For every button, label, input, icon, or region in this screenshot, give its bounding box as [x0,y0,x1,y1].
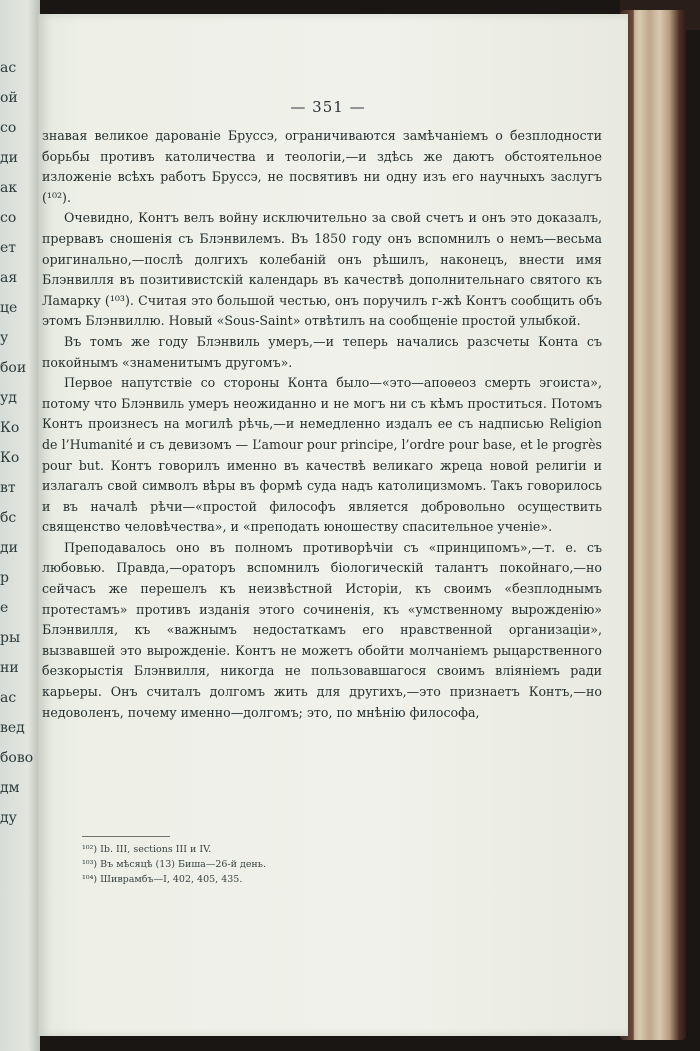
footnote-102: ¹⁰²) Ib. III, sections III и IV. [82,844,212,855]
page-number: — 351 — [290,98,366,116]
left-page-fragment: це [0,300,18,316]
left-page-fragment: ой [0,90,18,106]
left-page-fragment: бово [0,750,34,766]
left-page-fragment: ры [0,630,21,646]
left-page-fragment: уд [0,390,17,406]
left-page-fragment: ни [0,660,19,676]
left-page-fragment: бои [0,360,27,376]
footnote-104: ¹⁰⁴) Шиврамбъ—I, 402, 405, 435. [82,874,243,885]
paragraph-1: знавая великое дарованіе Бруссэ, ограничиваются замѣчаніемъ о безплодности борьбы противъ католичества и теологіи,—и здѣсь же даютъ обстоятельное изложеніе всѣхъ работъ Бруссэ, не посвятивъ ни одну изъ его научныхъ заслугъ (¹⁰²). [42,128,602,205]
book-page-edges [620,10,686,1040]
footnote-divider [82,836,170,837]
left-page-fragment: вед [0,720,25,736]
left-page-fragment: ас [0,60,17,76]
paragraph-4: Первое напутствіе со стороны Конта было—«это—апоѳеоз смерть эгоиста», потому что Блэнвиль умеръ неожиданно и не могъ ни съ кѣмъ проститься. Потомъ Контъ произнесъ на могилѣ рѣчь,—и немедленно издалъ ее съ надписью Religion de l’Humanité и съ девизомъ — L’amour pour principe, l’ordre pour base, et le progrès pour but. Контъ говорилъ именно въ качествѣ великаго жреца новой религіи и излагалъ свой символъ вѣры въ формѣ суда надъ католицизмомъ. Такъ говорилось и въ началѣ рѣчи—«простой философъ является добровольно осуществить священство человѣчества», и «преподать юношеству спасительное ученіе». [42,375,602,535]
book-page [38,14,628,1036]
left-page-fragment: ди [0,150,18,166]
left-page-fragment: ди [0,540,18,556]
left-page-fragment: у [0,330,9,346]
left-page-fragment: ет [0,240,17,256]
left-page-fragment: е [0,600,9,616]
left-page-fragment: ая [0,270,18,286]
left-page-fragment: ас [0,690,17,706]
left-page-fragment: ду [0,810,17,826]
left-page-fragment: бс [0,510,17,526]
footnotes [82,842,382,887]
paragraph-3: Въ томъ же году Блэнвиль умеръ,—и теперь начались разсчеты Конта съ покойнымъ «знаменитымъ другомъ». [42,333,602,370]
footnote-103: ¹⁰³) Въ мѣсяцѣ (13) Биша—26-й день. [82,859,266,870]
left-page-fragment: вт [0,480,16,496]
left-page-fragment: р [0,570,9,586]
left-page-fragment: со [0,210,17,226]
body-text [42,126,602,723]
paragraph-5: Преподавалось оно въ полномъ противорѣчіи съ «принципомъ»,—т. е. съ любовью. Правда,—ораторъ вспомнилъ біологическій талантъ покойнаго,—но сейчасъ же перешелъ къ неизвѣстной Исторіи, къ своимъ «безплоднымъ протестамъ» противъ изданія этого сочиненія, къ «умственному вырожденію» Блэнвилля, къ «важнымъ недостаткамъ его нравственной организаціи», вызвавшей это вырожденіе. Контъ не можетъ обойти молчаніемъ рыцарственного безкорыстія Блэнвилля, никогда не пользовавшагося своимъ вліяніемъ ради карьеры. Онъ считалъ долгомъ жить для другихъ,—это признаетъ Контъ,—но недоволенъ, почему именно—долгомъ; это, по мнѣнію философа, [42,539,602,720]
paragraph-2: Очевидно, Контъ велъ войну исключительно за свой счетъ и онъ это доказалъ, прервавъ сношенія съ Блэнвилемъ. Въ 1850 году онъ вспомнилъ о немъ—весьма оригинально,—послѣ долгихъ колебаній онъ рѣшилъ, наконецъ, внести имя Блэнвилля въ позитивистскій календарь въ качествѣ дополнительнаго святого къ Ламарку (¹⁰³). Считая это большой честью, онъ поручилъ г-жѣ Контъ сообщить объ этомъ Блэнвиллю. Новый «Sous-Saint» отвѣтилъ на сообщеніе простой улыбкой. [42,210,602,329]
left-page-fragment: дм [0,780,20,796]
left-page-fragment: ак [0,180,18,196]
left-page-fragment: со [0,120,17,136]
left-page-fragment: Ко [0,420,20,436]
left-facing-page [0,0,40,1051]
left-page-fragment: Ко [0,450,20,466]
